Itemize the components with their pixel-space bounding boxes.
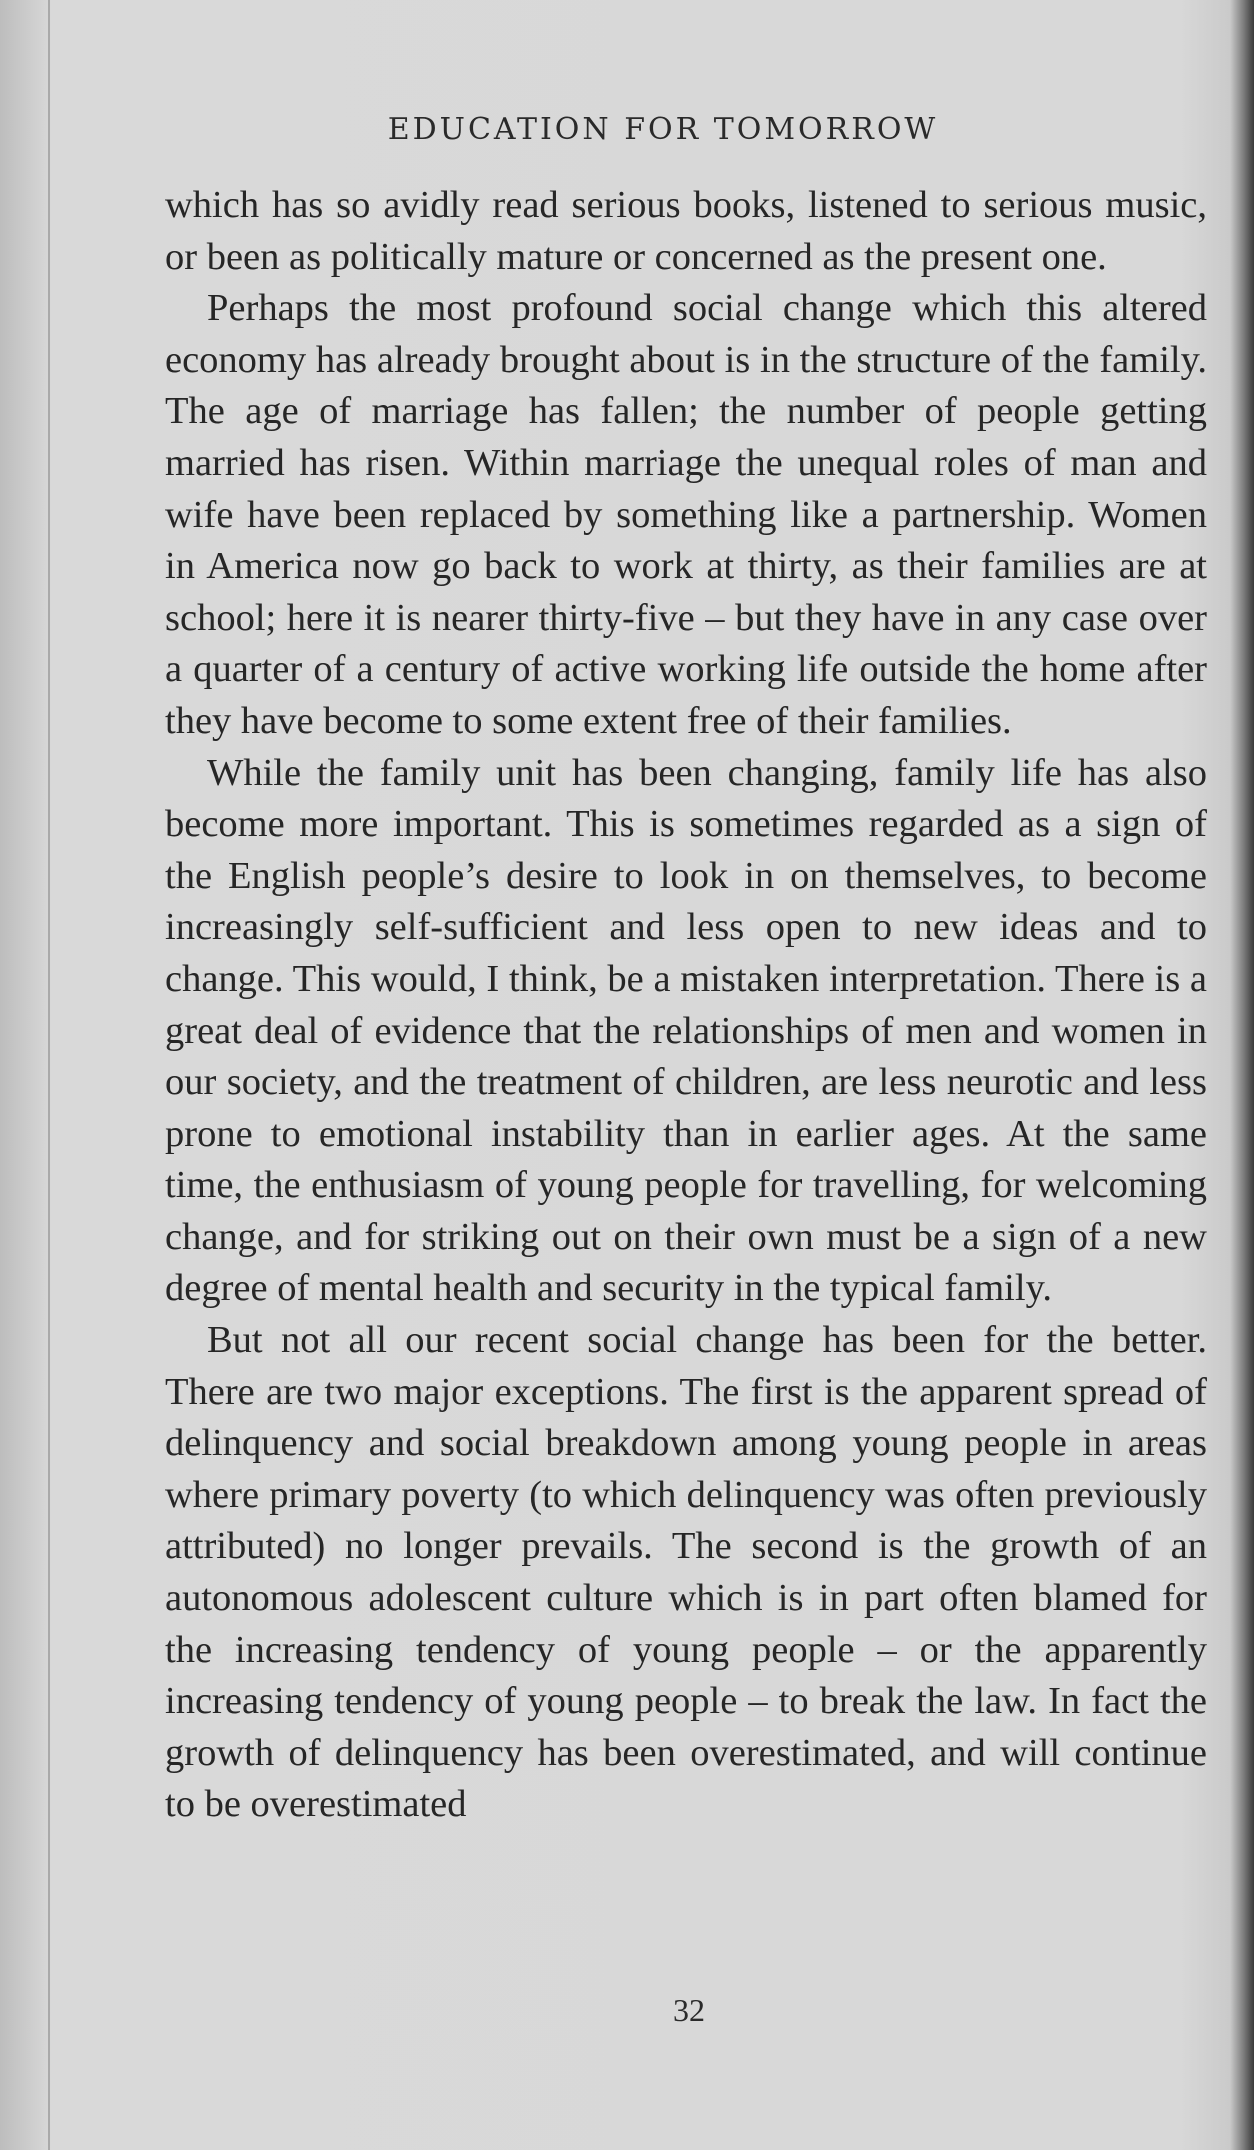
paragraph-continued: which has so avidly read serious books, listened to serious music, or been as politically mature or concerned as the present one. xyxy=(165,184,1207,278)
page-number xyxy=(0,1992,1254,2029)
page-gutter xyxy=(48,0,50,2150)
paragraph: Perhaps the most profound social change which this altered economy has already brought about is in the structure of the family. The age of marriage has fallen; the number of people getting married has risen. Within marriage the unequal roles of man and wife have been replaced by something like a partnership. Women in America now go back to work at thirty, as their families are at school; here it is nearer thirty-five – but they have in any case over a quarter of a century of active working life outside the home after they have become to some extent free of their families. xyxy=(165,287,1207,742)
running-head xyxy=(0,112,1254,147)
paragraph: But not all our recent social change has been for the better. There are two major exceptions. The first is the apparent spread of delinquency and social breakdown among young people in areas where primary poverty (to which delinquency was often previously attributed) no longer prevails. The second is the growth of an autonomous adolescent culture which is in part often blamed for the increasing tendency of young people – or the apparently increasing tendency of young people – to break the law. In fact the growth of delinquency has been overestimated, and will continue to be overestimated xyxy=(165,1319,1207,1826)
running-head-text: EDUCATION FOR TOMORROW xyxy=(387,112,939,147)
page-number-text: 32 xyxy=(673,1992,705,2028)
paragraph: While the family unit has been changing, family life has also become more important. This is sometimes regarded as a sign of the English people’s desire to look in on themselves, to become increasingly self-sufficient and less open to new ideas and to change. This would, I think, be a mistaken interpretation. There is a great deal of evidence that the relationships of men and women in our society, and the treatment of children, are less neurotic and less prone to emotional instability than in earlier ages. At the same time, the enthusiasm of young people for travelling, for welcoming change, and for striking out on their own must be a sign of a new degree of mental health and security in the typical family. xyxy=(165,751,1207,1310)
body-text xyxy=(165,180,1207,1831)
